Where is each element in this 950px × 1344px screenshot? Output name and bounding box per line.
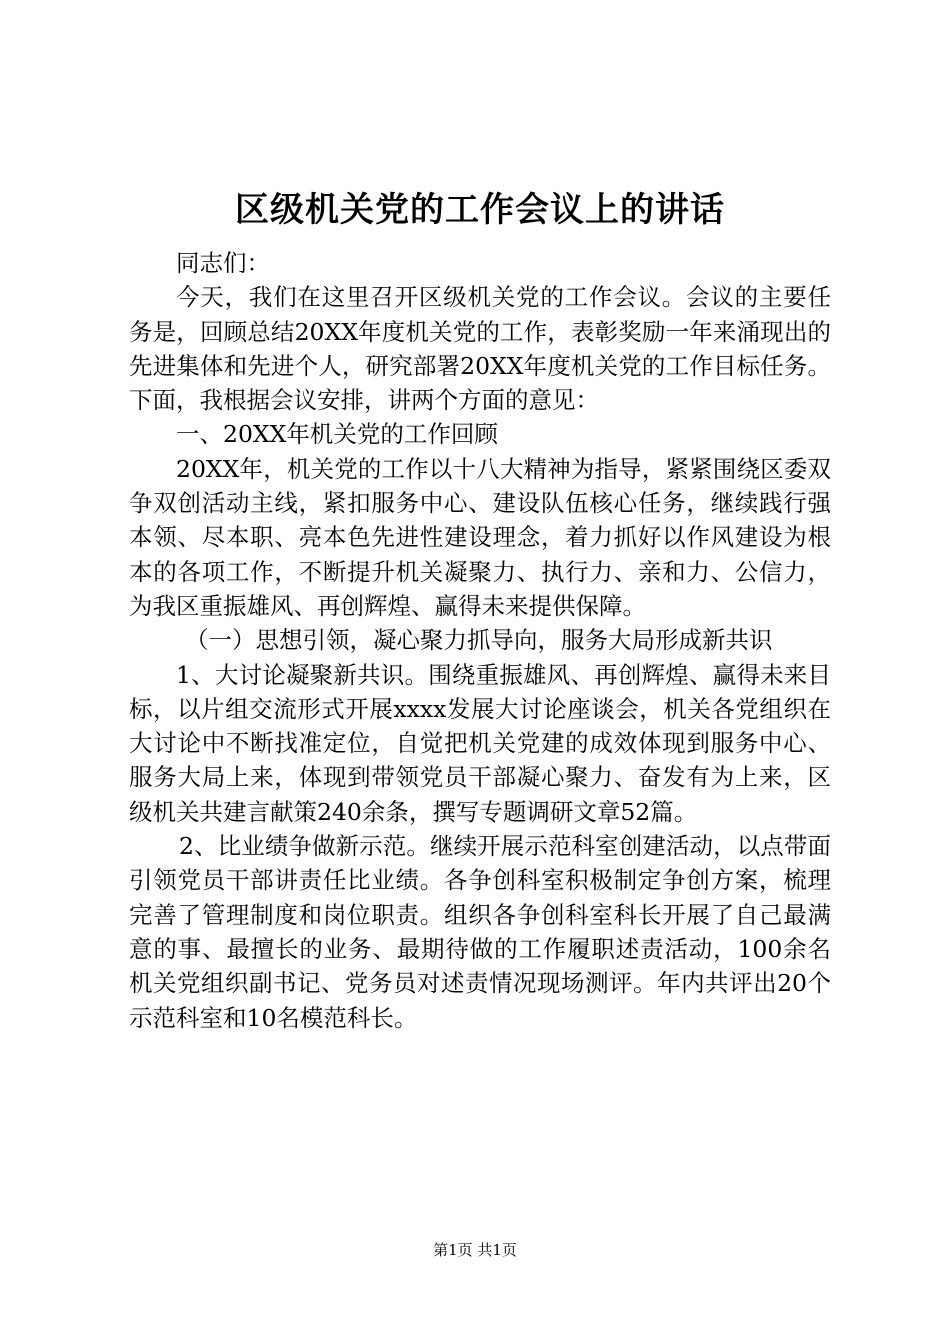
document-title: 区级机关党的工作会议上的讲话 — [235, 190, 725, 230]
intro-paragraph: 今天，我们在这里召开区级机关党的工作会议。会议的主要任务是，回顾总结20XX年度机关党的工作，表彰奖励一年来涌现出的先进集体和先进个人，研究部署20XX年度机关党的工作目标任务。下面，我根据会议安排，讲两个方面的意见： — [129, 283, 831, 415]
item-2-paragraph: 2、比业绩争做新示范。继续开展示范科室创建活动，以点带面引领党员干部讲责任比业绩。各争创科室积极制定争创方案，梳理完善了管理制度和岗位职责。组织各争创科室科长开展了自己最满意的事、最擅长的业务、最期待做的工作履职述责活动，100余名机关党组织副书记、党务员对述责情况现场测评。年内共评出20个示范科室和10名模范科长。 — [129, 832, 831, 1032]
review-paragraph: 20XX年，机关党的工作以十八大精神为指导，紧紧围绕区委双争双创活动主线，紧扣服务中心、建设队伍核心任务，继续践行强本领、尽本职、亮本色先进性建设理念，着力抓好以作风建设为根本的各项工作，不断提升机关凝聚力、执行力、亲和力、公信力，为我区重振雄风、再创辉煌、赢得未来提供保障。 — [129, 454, 831, 620]
document-body — [129, 180, 831, 1035]
item-1-paragraph: 1、大讨论凝聚新共识。围绕重振雄风、再创辉煌、赢得未来目标，以片组交流形式开展xxxx发展大讨论座谈会，机关各党组织在大讨论中不断找准定位，自觉把机关党建的成效体现到服务中心、服务大局上来，体现到带领党员干部凝心聚力、奋发有为上来，区级机关共建言献策240余条，撰写专题调研文章52篇。 — [129, 660, 831, 826]
subsection-heading: （一）思想引领，凝心聚力抓导向，服务大局形成新共识 — [185, 626, 773, 655]
salutation: 同志们： — [176, 249, 270, 277]
section-heading: 一、20XX年机关党的工作回顾 — [176, 420, 498, 449]
page-number: 第1页 共1页 — [433, 1241, 517, 1259]
